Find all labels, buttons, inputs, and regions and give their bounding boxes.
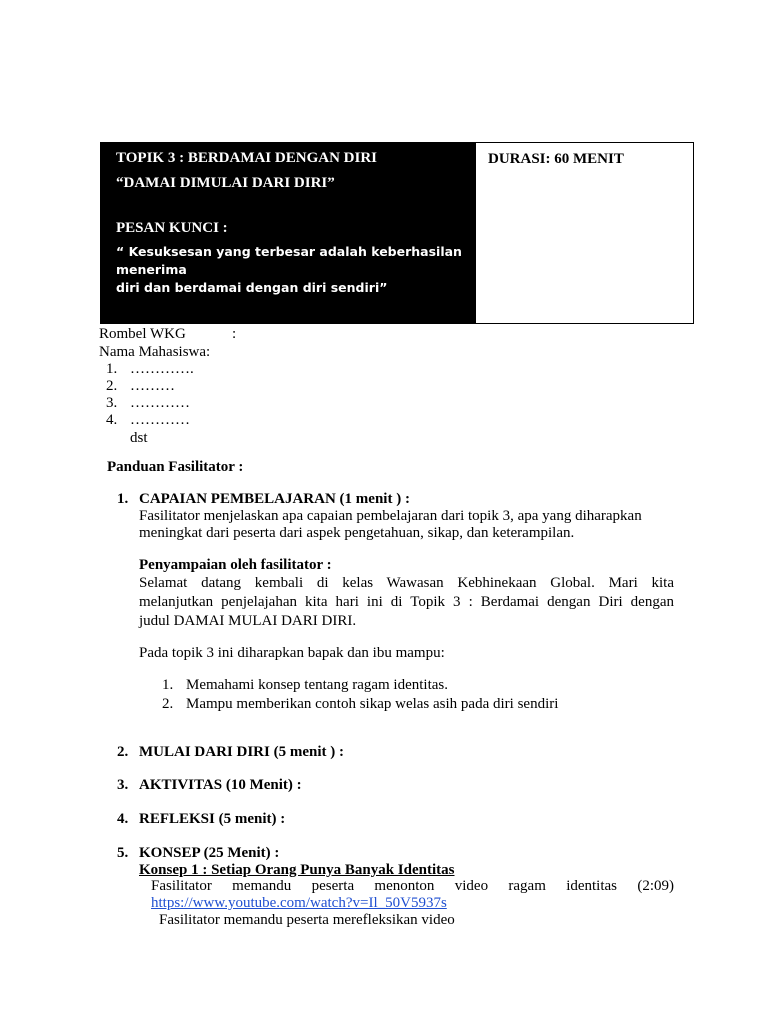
list-text: ………….: [130, 361, 194, 377]
section-title: REFLEKSI (5 menit) :: [139, 811, 286, 827]
delivery-title: Penyampaian oleh fasilitator :: [139, 557, 332, 573]
list-text: …………: [130, 395, 190, 411]
rombel-label: Rombel WKG: [99, 326, 186, 342]
paragraph-line: meningkat dari peserta dari aspek pengetahuan, sikap, dan keterampilan.: [139, 525, 575, 541]
key-message-label: PESAN KUNCI :: [116, 220, 228, 236]
list-text: ………… dst: [130, 412, 190, 446]
paragraph-line: Selamat datang kembali di kelas Wawasan Kebhinekaan Global. Mari kita: [139, 575, 674, 591]
section-number: 3.: [117, 777, 129, 793]
duration-box: [475, 142, 694, 324]
paragraph-line: melanjutkan penjelajahan kita hari ini di Topik 3 : Berdamai dengan Diri dengan: [139, 594, 674, 610]
expect-intro: Pada topik 3 ini diharapkan bapak dan ibu mampu:: [139, 645, 445, 661]
list-number: 2.: [106, 378, 118, 394]
duration-label: DURASI: 60 MENIT: [488, 151, 624, 167]
section-number: 5.: [117, 845, 129, 861]
section-title: KONSEP (25 Menit) :: [139, 845, 280, 861]
concept-title: Konsep 1 : Setiap Orang Punya Banyak Identitas: [139, 862, 455, 878]
list-number: 4.: [106, 412, 118, 428]
list-text: Mampu memberikan contoh sikap welas asih pada diri sendiri: [186, 696, 559, 712]
section-number: 2.: [117, 744, 129, 760]
paragraph-line: Fasilitator memandu peserta merefleksikan video: [159, 912, 455, 928]
youtube-link[interactable]: https://www.youtube.com/watch?v=Il_50V5937s: [151, 895, 447, 911]
topic-subtitle: “DAMAI DIMULAI DARI DIRI”: [116, 175, 335, 191]
guide-title: Panduan Fasilitator :: [107, 459, 244, 475]
rombel-colon: :: [232, 326, 237, 342]
section-number: 4.: [117, 811, 129, 827]
list-number: 3.: [106, 395, 118, 411]
section-title: MULAI DARI DIRI (5 menit ) :: [139, 744, 344, 760]
key-message-line: “ Kesuksesan yang terbesar adalah keberhasilan menerima: [116, 244, 462, 277]
paragraph-line: Fasilitator memandu peserta menonton video ragam identitas (2:09): [151, 878, 674, 894]
section-title: AKTIVITAS (10 Menit) :: [139, 777, 302, 793]
nama-label: Nama Mahasiswa:: [99, 344, 211, 360]
paragraph-line: Fasilitator menjelaskan apa capaian pembelajaran dari topik 3, apa yang diharapkan: [139, 508, 642, 524]
section-title: CAPAIAN PEMBELAJARAN (1 menit ) :: [139, 491, 410, 507]
list-text: Memahami konsep tentang ragam identitas.: [186, 677, 449, 693]
header-box: [100, 142, 475, 324]
list-number: 2.: [162, 696, 174, 712]
section-number: 1.: [117, 491, 129, 507]
paragraph-line: judul DAMAI MULAI DARI DIRI.: [139, 613, 357, 629]
list-number: 1.: [106, 361, 118, 377]
topic-title: TOPIK 3 : BERDAMAI DENGAN DIRI: [116, 150, 377, 166]
list-text: ………: [130, 378, 175, 394]
key-message: [116, 243, 476, 297]
key-message-line: diri dan berdamai dengan diri sendiri”: [116, 280, 388, 295]
list-number: 1.: [162, 677, 174, 693]
